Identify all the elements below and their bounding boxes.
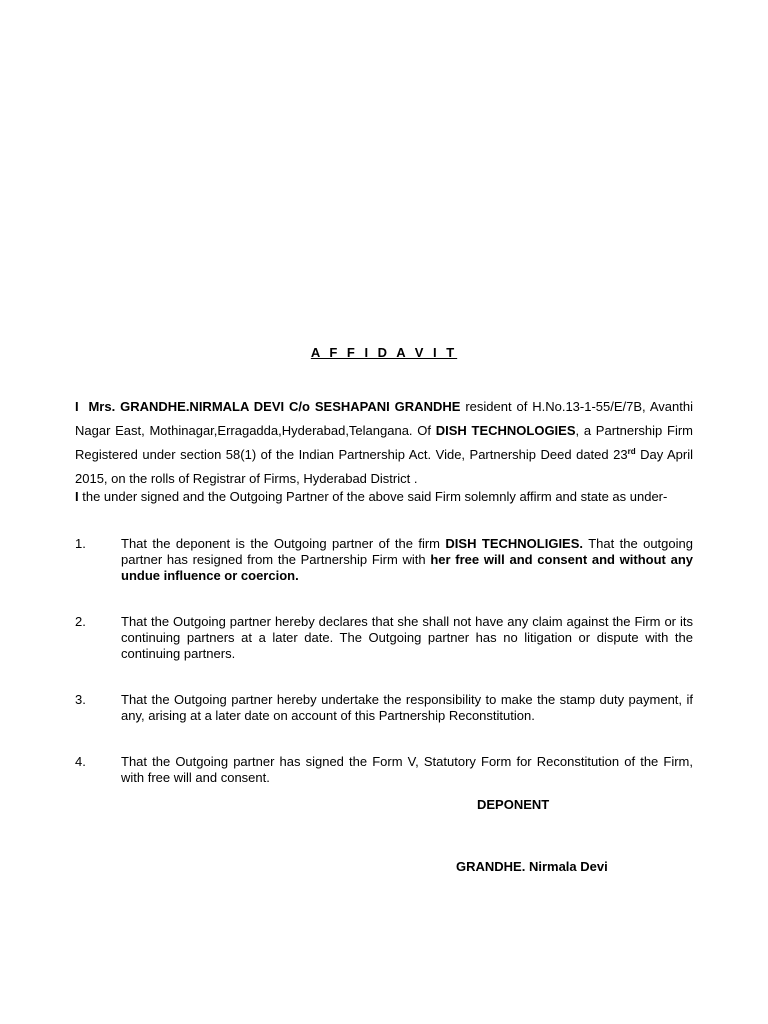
firm-name: DISH TECHNOLOGIES xyxy=(435,423,576,438)
clause-item xyxy=(75,692,693,724)
clause-item xyxy=(75,536,693,584)
clause-item xyxy=(75,614,693,662)
statement-text: the under signed and the Outgoing Partner of the above said Firm solemnly affirm and state as under- xyxy=(78,489,668,504)
deponent-label: DEPONENT xyxy=(477,797,550,812)
clause-number: 4. xyxy=(75,754,86,769)
document-title: A F F I D A V I T xyxy=(310,345,458,360)
intro-residence-text: resident of H.No.13-1-55/E/7B, Avanthi Nagar East, Mothinagar,Erragadda,Hyderabad,Telangana. Of xyxy=(75,399,693,438)
firm-name-misspelt: DISH TECHNOLIGIES. xyxy=(445,536,584,551)
clause-text: That the Outgoing partner hereby undertake the responsibility to make the stamp duty payment, if any, arising at a later date on account of this Partnership Reconstitution. xyxy=(121,692,693,723)
clause-text-part: That the deponent is the Outgoing partner of the firm xyxy=(121,536,446,551)
intro-paragraph xyxy=(75,395,693,491)
clause-number: 2. xyxy=(75,614,86,629)
clause-item xyxy=(75,754,693,786)
intro-registration-text: , a Partnership Firm Registered under section 58(1) of the Indian Partnership Act. Vide, Partnership Deed dated 23 xyxy=(75,423,693,462)
consent-emphasis: her free will and consent and without any undue influence or coercion. xyxy=(121,552,693,583)
signatory-name: GRANDHE. Nirmala Devi xyxy=(456,859,608,874)
intro-pronoun: I xyxy=(75,399,79,414)
deponent-full-name: Mrs. GRANDHE.NIRMALA DEVI C/o SESHAPANI GRANDHE xyxy=(88,399,461,414)
clause-text: That the Outgoing partner has signed the Form V, Statutory Form for Reconstitution of the Firm, with free will and consent. xyxy=(121,754,693,785)
affidavit-clauses xyxy=(75,536,693,786)
solemn-statement xyxy=(75,489,693,505)
intro-registrar-text: Day April 2015, on the rolls of Registrar of Firms, Hyderabad District . xyxy=(75,447,693,486)
statement-pronoun: I xyxy=(75,489,79,504)
clause-number: 3. xyxy=(75,692,86,707)
date-ordinal-suffix: rd xyxy=(627,447,636,456)
clause-text: That the Outgoing partner hereby declares that she shall not have any claim against the Firm or its continuing partners at a later date. The Outgoing partner has no litigation or dispute with the continuing partners. xyxy=(121,614,693,661)
clause-text-part: That the outgoing partner has resigned from the Partnership Firm with xyxy=(121,536,693,567)
clause-number: 1. xyxy=(75,536,86,551)
